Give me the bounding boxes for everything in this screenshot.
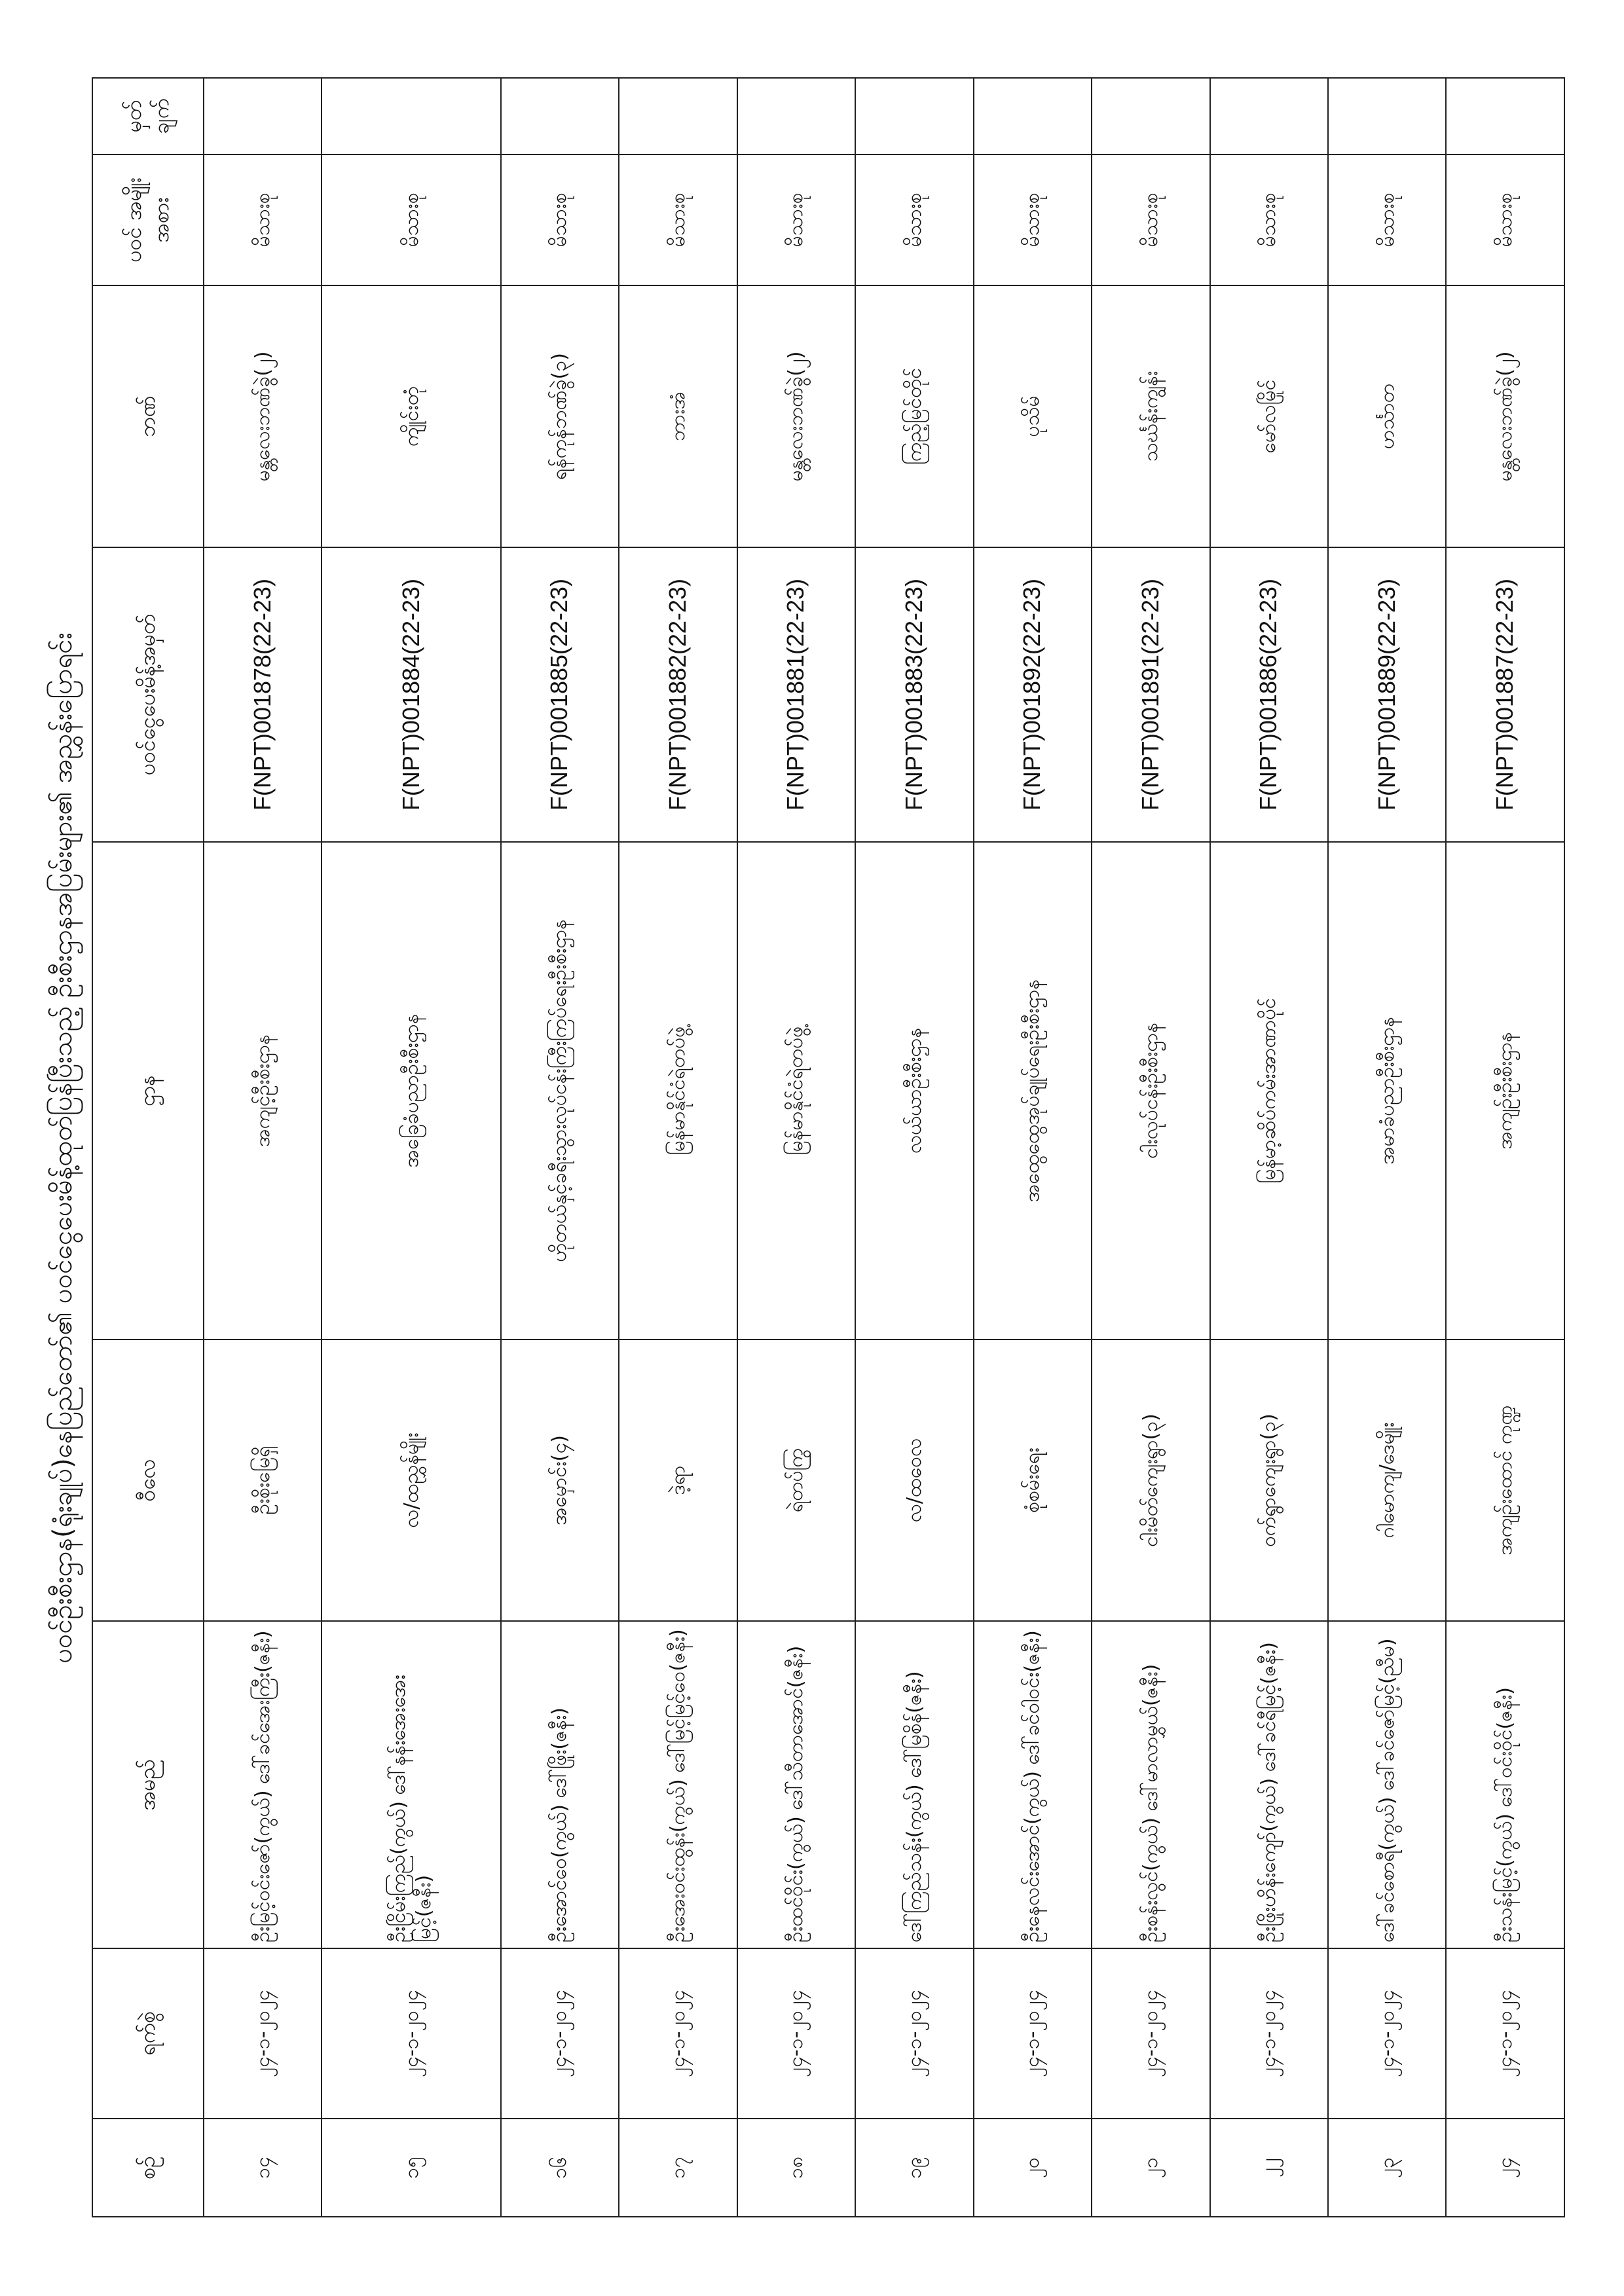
row-number-cell: ၂၄ [1446,2119,1564,2217]
address-cell: ငါးမိတ်ကျေးရွာ(၃) [1092,1339,1209,1621]
remittance-type-cell: မိသားစု [619,155,737,285]
bank-cell: ကျိုင်းတုံ [322,285,500,547]
row-number-cell: ၁၈ [737,2119,855,2217]
table-row [1092,78,1209,2217]
remark-cell [204,78,322,155]
name-cell: ဒေါ်ခင်စောရီ(ကွယ်) ဒေါ်ခင်ဇော်မြင့်(ညီမ) [1328,1621,1446,1948]
date-cell: ၂၄-၁-၂၀၂၄ [1210,1948,1328,2119]
remark-cell [322,78,500,155]
remark-cell [974,78,1092,155]
bank-cell: ကြည့်မြင်တိုင် [855,285,973,547]
department-cell: အခြေခံပညာဦးစီးဌာန [322,842,500,1339]
bank-cell: မန္တလေးဘဏ်ခွဲ(၂) [1446,285,1564,547]
remittance-type-cell: မိသားစု [501,155,619,285]
remittance-type-cell: မိသားစု [204,155,322,285]
name-cell: ဦးနေလင်းအောင်(ကွယ်) ဒေါ်ခင်ဝါဝင်း(ဇနီး) [974,1621,1092,1948]
address-cell: ရဲတပ်ကြွ [737,1339,855,1621]
date-cell: ၂၄-၁-၂၀၂၄ [974,1948,1092,2119]
department-cell: မြန်မာ့ဆိပ်ကမ်းအာဏာပိုင် [1210,842,1328,1339]
document-title: ပဝင်ဦးစီးဌာန(ရုံးချုပ်)နေပြည်တော်၏ ပဝင်ငွေပေးမိန့်ထုတ်ပြန်ပြီးသည့် ဦးစီးဌာနအပြမ်းများ၏ အညွှန်းပြောရင်း [48,632,78,1664]
remark-cell [1328,78,1446,155]
bank-cell: ဘားအံ [619,285,737,547]
row-number-cell: ၂၀ [974,2119,1092,2217]
department-cell: မြန်မာနိုင်ငံရဲတပ်ဖွဲ့ [619,842,737,1339]
column-header: အမည် [92,1621,204,1948]
date-cell: ၂၄-၁-၂၀၂၄ [501,1948,619,2119]
name-cell: ဦးသန်းမြင့်(ကွယ်) ဒေါ်ဝင်းဝိုင်(ဇနီး) [1446,1621,1564,1948]
permit-number-cell: F(NPT)001884(22-23) [322,547,500,842]
address-cell: လ/ထညွှန်မျိုး [322,1339,500,1621]
remittance-type-cell: မိသားစု [322,155,500,285]
remittance-type-cell: မိသားစု [974,155,1092,285]
row-number-cell: ၁၇ [619,2119,737,2217]
remittance-type-cell: မိသားစု [1210,155,1328,285]
date-cell: ၂၄-၁-၂၀၂၄ [737,1948,855,2119]
row-number-cell: ၂၂ [1210,2119,1328,2217]
bank-cell: ဟင်္သာတ [1328,285,1446,547]
table-row [1446,78,1564,2217]
department-cell: အကျဉ်းဦးစီးဌာန [1446,842,1564,1339]
row-number-cell: ၁၉ [855,2119,973,2217]
column-header: ပဝင် အမျိုးအစား [92,155,204,285]
permit-number-cell: F(NPT)001889(22-23) [1328,547,1446,842]
remittance-type-cell: မိသားစု [1092,155,1209,285]
department-cell: အထွေထွေအုပ်ချုပ်ရေးဦးစီးဌာန [974,842,1092,1339]
bank-cell: မန္တလေးဘဏ်ခွဲ(၂) [737,285,855,547]
permit-number-cell: F(NPT)001881(22-23) [737,547,855,842]
table-row [974,78,1092,2217]
table-row [619,78,737,2217]
remittance-type-cell: မိသားစု [1328,155,1446,285]
department-cell: အကျင့်ဦးစီးဌာန [204,842,322,1339]
remark-cell [1210,78,1328,155]
date-cell: ၂၄-၁-၂၀၂၄ [619,1948,737,2119]
date-cell: ၂၄-၁-၂၀၂၄ [204,1948,322,2119]
department-cell: မြန်မာနိုင်ငံရဲတပ်ဖွဲ့ [737,842,855,1339]
name-cell: ဦးထင်ဝိုင်း(ကွယ်) ဒေါ်သီတာအောင်(ဇနီး) [737,1621,855,1948]
remark-cell [1092,78,1209,155]
name-cell: ဦးငြိမ်းကြည်(ကွယ်) ဒေါ်နန်းအေးအေးမြင့်(ဇနီး) [322,1621,500,1948]
column-header: ဌာန [92,842,204,1339]
row-number-cell: ၂၁ [1092,2119,1209,2217]
remittance-type-cell: မိသားစု [1446,155,1564,285]
department-cell: ဟိုတယ်နှင့်ခရီးသွားလုပ်ငန်းကြီးကြပ်ရေးဦးစီးဌာန [501,842,619,1339]
remark-cell [619,78,737,155]
permit-number-cell: F(NPT)001882(22-23) [619,547,737,842]
column-header: ပဝင်ငွေပေးမိန့်အမှတ် [92,547,204,842]
remark-cell [855,78,973,155]
department-cell: အမာခံပညာဦးစီးဌာန [1328,842,1446,1339]
row-number-cell: ၁၅ [322,2119,500,2217]
address-cell: အမှောင်း(၄) [501,1339,619,1621]
permit-number-cell: F(NPT)001887(22-23) [1446,547,1564,842]
date-cell: ၂၄-၁-၂၀၂၄ [1092,1948,1209,2119]
row-number-cell: ၁၆ [501,2119,619,2217]
name-cell: ဒေါ်ကြည်သန်း(ကွယ်) ဒေါ်မြစိန်(ဇနီး) [855,1621,973,1948]
name-cell: ဦးအေးဝင်းထွန်း(ကွယ်) ဒေါ်မြင့်မြင့်ဝေ(ဇနီး) [619,1621,737,1948]
column-header: ဘဏ် [92,285,204,547]
name-cell: ဦးဖြိုးဟိန်းကျော်(ကွယ်) ဒေါ်ခင်ရီမြင့်(ဇနီး) [1210,1621,1328,1948]
bank-cell: သင်္ဃန်းကျွန်း [1092,285,1209,547]
permit-number-cell: F(NPT)001886(22-23) [1210,547,1328,842]
address-cell: လ/ထဝေလ [855,1339,973,1621]
remark-cell [737,78,855,155]
column-header: ရက်စွဲ [92,1948,204,2119]
date-cell: ၂၄-၁-၂၀၂၄ [1446,1948,1564,2119]
column-header: မှတ် ချက် [92,78,204,155]
bank-cell: မန္တလေးဘဏ်ခွဲ(၂) [204,285,322,547]
remittance-type-cell: မိသားစု [855,155,973,285]
name-cell: ဦးအောင်ဝေ(ကွယ်) ဒေါ်ဖြိုး(ဇနီး) [501,1621,619,1948]
permit-number-cell: F(NPT)001885(22-23) [501,547,619,842]
table-row [501,78,619,2217]
bank-cell: ရန်ကုန်ဘဏ်ခွဲ(၃) [501,285,619,547]
date-cell: ၂၄-၁-၂၀၂၄ [855,1948,973,2119]
permit-number-cell: F(NPT)001891(22-23) [1092,547,1209,842]
row-number-cell: ၁၄ [204,2119,322,2217]
address-cell: အကျဉ်းထောင် ကုဏ္ဍ [1446,1339,1564,1621]
bank-cell: ပုသိမ် [974,285,1092,547]
name-cell: ဦးစန်းလွင်(ကွယ်) ဒေါ်မာလာမွှယ်(ဇနီး) [1092,1621,1209,1948]
bank-cell: မော်လမြိုင် [1210,285,1328,547]
column-header: စဉ် [92,2119,204,2217]
permit-number-cell: F(NPT)001878(22-23) [204,547,322,842]
remark-cell [1446,78,1564,155]
date-cell: ၂၄-၁-၂၀၂၄ [1328,1948,1446,2119]
column-header: ဝီလေ [92,1339,204,1621]
address-cell: ဝက်ရွာကျေးရွာ(၃) [1210,1339,1328,1621]
permit-number-cell: F(NPT)001892(22-23) [974,547,1092,842]
name-cell: ဦးမြင့်ဝင်းဇော်(ကွယ်) ဒေါ်ခင်အေးကြီး(ဇနီး) [204,1621,322,1948]
table-row [1210,78,1328,2217]
address-cell: ဂါမောကျ/ဒေမျိုး [1328,1339,1446,1621]
register-table [92,77,1565,2217]
table-row [322,78,500,2217]
table-row [1328,78,1446,2217]
permit-number-cell: F(NPT)001883(22-23) [855,547,973,842]
address-cell: ဦးစိုးမြေရှိ [204,1339,322,1621]
table-row [204,78,322,2217]
date-cell: ၂၄-၁-၂၀၂၄ [322,1948,500,2119]
table-row [855,78,973,2217]
department-cell: ငါးလုပ်ငန်းဦးစီးဌာန [1092,842,1209,1339]
address-cell: စုံစမ်းရေး [974,1339,1092,1621]
table-body [204,78,1564,2217]
remark-cell [501,78,619,155]
row-number-cell: ၂၃ [1328,2119,1446,2217]
address-cell: ဒဲ့ရာ [619,1339,737,1621]
table-row [737,78,855,2217]
department-cell: လယ်ယာဦးစီးဌာန [855,842,973,1339]
header-row [92,78,204,2217]
remittance-type-cell: မိသားစု [737,155,855,285]
